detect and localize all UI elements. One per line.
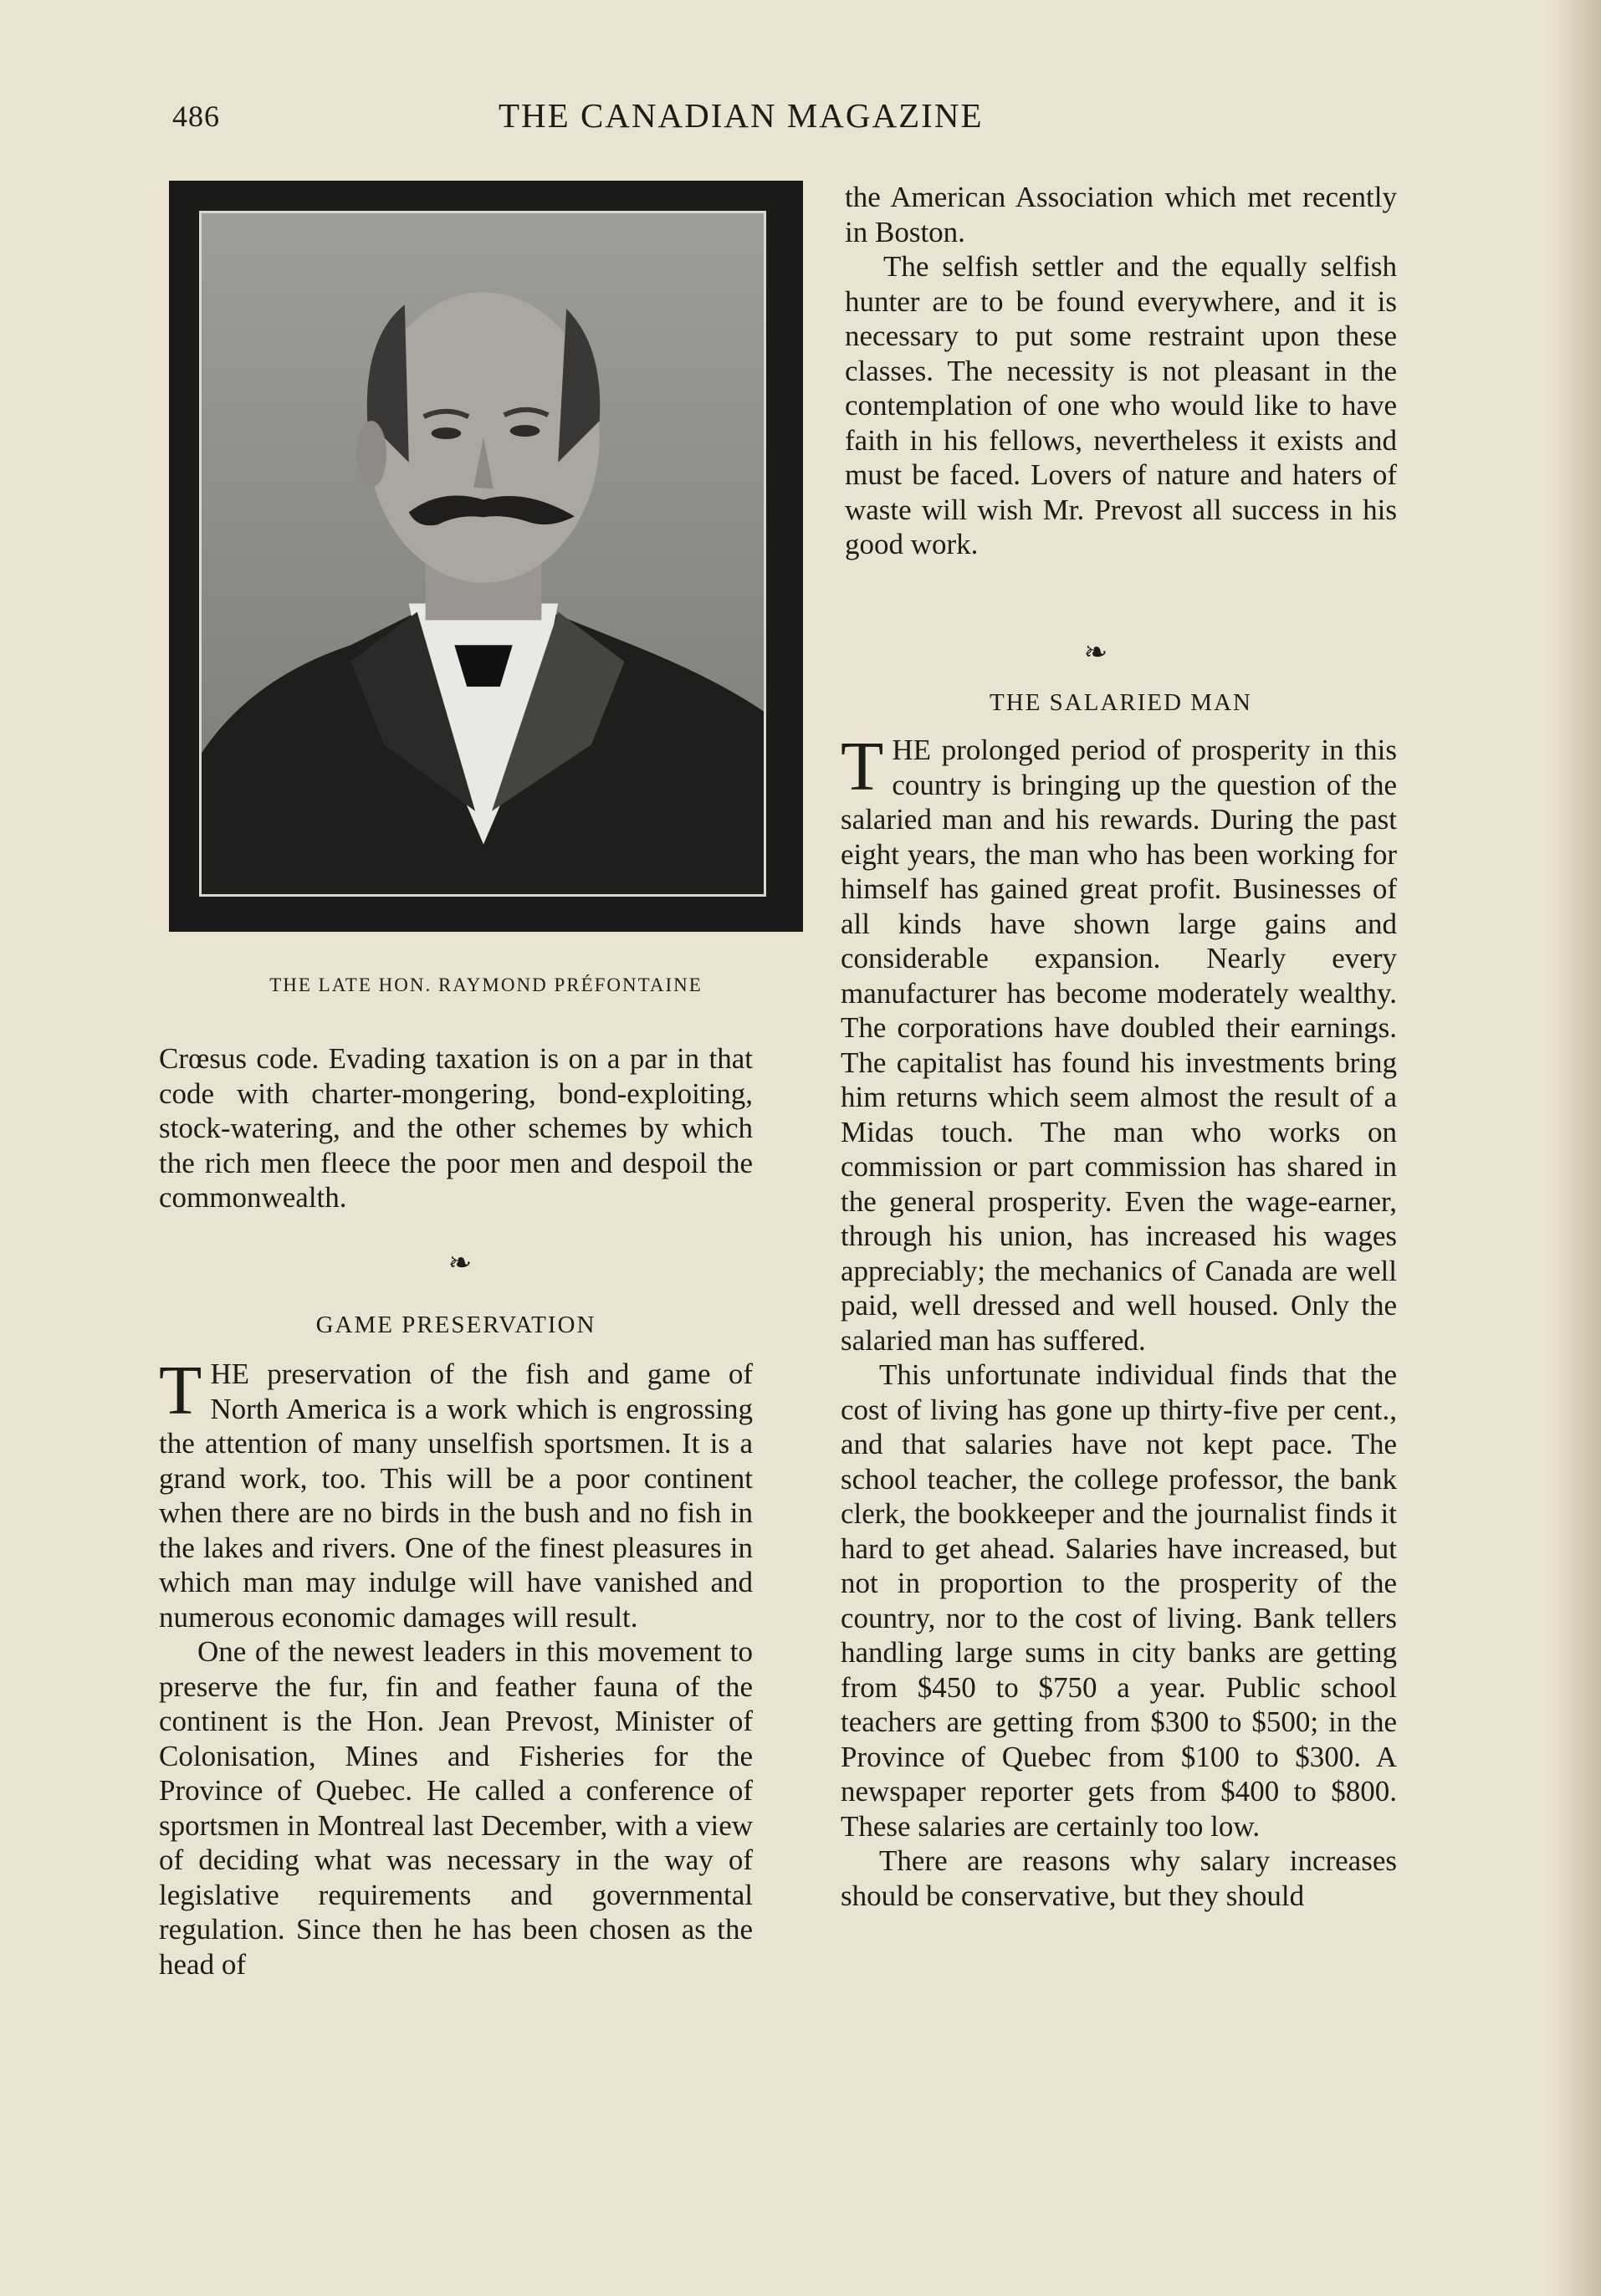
paragraph: There are reasons why salary increases should be conservative, but they should bbox=[841, 1844, 1397, 1912]
salaried-man-body-top bbox=[841, 728, 1397, 1913]
portrait-caption: THE LATE HON. RAYMOND PRÉFONTAINE bbox=[269, 974, 703, 995]
left-column-continued bbox=[159, 1041, 753, 1215]
salaried-man-section bbox=[845, 689, 1397, 717]
paragraph: The selfish settler and the equally selfish hunter are to be found everywhere, and it is necessary to put some restraint upon these classes. The necessity is not pleasant in the contemplation of one who would like to have faith in his fellows, nevertheless it exists and must be faced. Lovers of nature and haters of waste will wish Mr. Prevost all success in his good work. bbox=[845, 250, 1397, 560]
paragraph: One of the newest leaders in this movement to preserve the fur, fin and feather fauna of the continent is the Hon. Jean Prevost, Minister of Colonisation, Mines and Fisheries for the Province of Quebec. He called a conference of sportsmen in Montreal last December, with a view of deciding what was necessary in the way of legislative requirements and governmental regulation. Since then he has been chosen as the head of bbox=[159, 1635, 753, 1981]
page-number: 486 bbox=[172, 100, 220, 133]
portrait-photo bbox=[199, 211, 766, 897]
section-ornament: ❧ bbox=[1083, 637, 1108, 668]
paragraph: THE prolonged period of prosperity in this country is bringing up the question of the salaried man and his rewards. During the past eight years, the man who has been working for himself has gained great profit. Businesses of all kinds have shown large gains and considerable expansion. Nearly every manufacturer has become moderately wealthy. The corporations have doubled their earnings. The capitalist has found his investments bring him returns which seem almost the result of a Midas touch. The man who works on commission or part commission has shared in the general prosperity. Even the wage-earner, through his union, has increased his wages appreciably; the mechanics of Canada are well paid, well dressed and well housed. Only the salaried man has suffered. bbox=[841, 728, 1397, 1357]
portrait-illustration bbox=[202, 213, 764, 894]
game-preservation-section bbox=[159, 1312, 753, 1339]
right-column-continued bbox=[845, 180, 1397, 562]
magazine-title: THE CANADIAN MAGAZINE bbox=[499, 96, 984, 135]
paragraph: Crœsus code. Evading taxation is on a par in that code with charter-mongering, bond-exploiting, stock-watering, and the other schemes by which the rich men fleece the poor men and despoil the commonwealth. bbox=[159, 1042, 753, 1214]
section-title: THE SALARIED MAN bbox=[990, 689, 1252, 716]
paragraph: the American Association which met recently in Boston. bbox=[845, 181, 1397, 248]
paragraph: THE preservation of the fish and game of North America is a work which is engrossing the attention of many unselfish sportsmen. It is a grand work, too. This will be a poor continent when there are no birds in the bush and no fish in the lakes and rivers. One of the finest pleasures in which man may indulge will have vanished and numerous economic damages will result. bbox=[159, 1352, 753, 1634]
paragraph: This unfortunate individual finds that the cost of living has gone up thirty-five per cent., and that salaries have not kept pace. The school teacher, the college professor, the bank clerk, the bookkeeper and the journalist finds it hard to get ahead. Salaries have increased, but not in proportion to the prosperity of the country, nor to the cost of living. Bank tellers handling large sums in city banks are getting from $450 to $750 a year. Public school teachers are getting from $300 to $500; in the Province of Quebec from $100 to $300. A newspaper reporter gets from $400 to $800. These salaries are certainly too low. bbox=[841, 1358, 1397, 1843]
dropcap: T bbox=[841, 728, 884, 805]
portrait-frame bbox=[169, 181, 803, 932]
dropcap: T bbox=[159, 1352, 202, 1429]
section-title: GAME PRESERVATION bbox=[315, 1312, 596, 1338]
section-ornament: ❧ bbox=[448, 1248, 473, 1279]
game-preservation-body bbox=[159, 1352, 753, 1982]
page-edge-shadow bbox=[1551, 0, 1601, 2296]
